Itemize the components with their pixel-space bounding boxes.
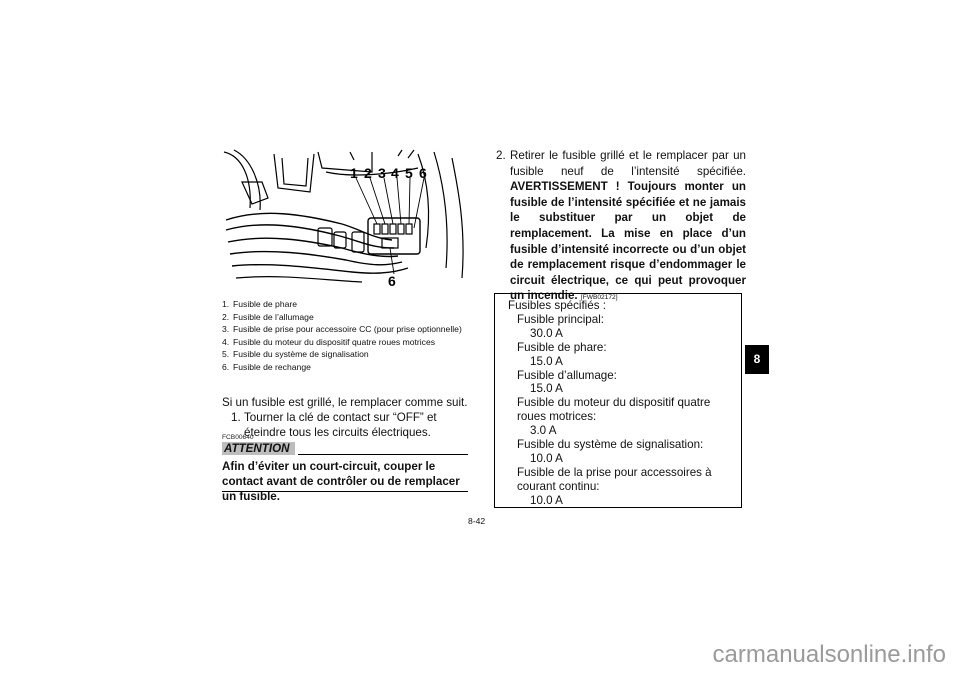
caption-text: Fusible de phare — [233, 299, 298, 309]
intro-text: Si un fusible est grillé, le remplacer comme suit. — [222, 396, 468, 409]
attention-badge: ATTENTION — [222, 442, 295, 455]
callout-3: 3 — [378, 165, 386, 181]
spec-label: Fusible de la prise pour accessoires à courant continu: — [517, 465, 712, 493]
step-number: 1. — [231, 411, 241, 424]
chapter-tab: 8 — [745, 345, 769, 374]
callout-4: 4 — [391, 165, 399, 181]
spec-label: Fusible de phare: — [517, 340, 607, 354]
caption-text: Fusible de prise pour accessoire CC (pour prise optionnelle) — [233, 324, 462, 335]
callout-6: 6 — [419, 165, 427, 181]
caption-number: 6. — [222, 361, 230, 372]
caption-number: 5. — [222, 349, 230, 360]
caption-text: Fusible du moteur du dispositif quatre roues motrices — [233, 336, 436, 347]
warning-code: [FWB02172] — [580, 294, 618, 302]
spec-value: 10.0 A — [530, 493, 563, 507]
attention-code: FCB00640 — [222, 434, 254, 441]
caption-item — [222, 298, 472, 311]
caption-number: 3. — [222, 324, 230, 335]
spec-label: Fusible du moteur du dispositif quatre roues motrices: — [517, 396, 711, 424]
fuse-box-illustration — [222, 148, 468, 292]
spec-value: 10.0 A — [530, 451, 563, 465]
step-2 — [496, 148, 746, 306]
caption-number: 4. — [222, 336, 230, 347]
step-text: Tourner la clé de contact sur “OFF” et éteindre tous les circuits électriques. — [244, 411, 437, 439]
caption-text: Fusible de l’allumage — [233, 311, 314, 322]
warning-text: AVERTISSEMENT ! Toujours monter un fusible de l’intensité spécifiée et ne jamais le substituer par un objet de remplacement. La mise en place d’un fusible d’intensité incorrecte ou d’un objet de remplacement risque d’endommager le circuit électrique, ce qui peut provoquer un incendie. — [510, 180, 746, 303]
caption-item — [222, 336, 472, 349]
callout-5: 5 — [405, 165, 413, 181]
page-number: 8-42 — [468, 516, 486, 526]
spec-label: Fusible principal: — [517, 312, 604, 326]
callout-6-bottom: 6 — [388, 273, 396, 289]
caption-text: Fusible du système de signalisation — [233, 349, 369, 360]
step-number: 2. — [496, 149, 506, 162]
spec-value: 15.0 A — [530, 382, 563, 396]
attention-header — [222, 442, 468, 456]
watermark: carmanualsonline.info — [712, 641, 946, 668]
spec-value: 3.0 A — [530, 424, 557, 438]
fuse-spec-box — [494, 293, 742, 508]
caption-number: 2. — [222, 311, 230, 322]
spec-label: Fusible du système de signalisation: — [517, 438, 704, 452]
spec-title: Fusibles spécifiés : — [508, 299, 606, 312]
step-body — [510, 148, 746, 306]
spec-value: 30.0 A — [530, 326, 563, 340]
attention-end-rule — [222, 491, 468, 492]
callout-2: 2 — [364, 165, 372, 181]
spec-value: 15.0 A — [530, 354, 563, 368]
caption-text: Fusible de rechange — [233, 361, 311, 372]
figure-captions — [222, 298, 472, 374]
attention-rule — [298, 454, 468, 455]
caption-item — [222, 361, 472, 374]
caption-item — [222, 311, 472, 324]
spec-label: Fusible d’allumage: — [517, 368, 617, 382]
caption-number: 1. — [222, 299, 230, 309]
fuse-box-drawing — [222, 148, 468, 292]
caption-item — [222, 323, 472, 336]
step-1 — [231, 410, 473, 440]
callout-1: 1 — [350, 165, 358, 181]
attention-text: Afin d’éviter un court-circuit, couper le contact avant de contrôler ou de remplacer un fusible. — [222, 460, 460, 503]
caption-item — [222, 348, 472, 361]
step-text: Retirer le fusible grillé et le remplacer par un fusible neuf de l’intensité spécifiée. — [510, 149, 746, 178]
